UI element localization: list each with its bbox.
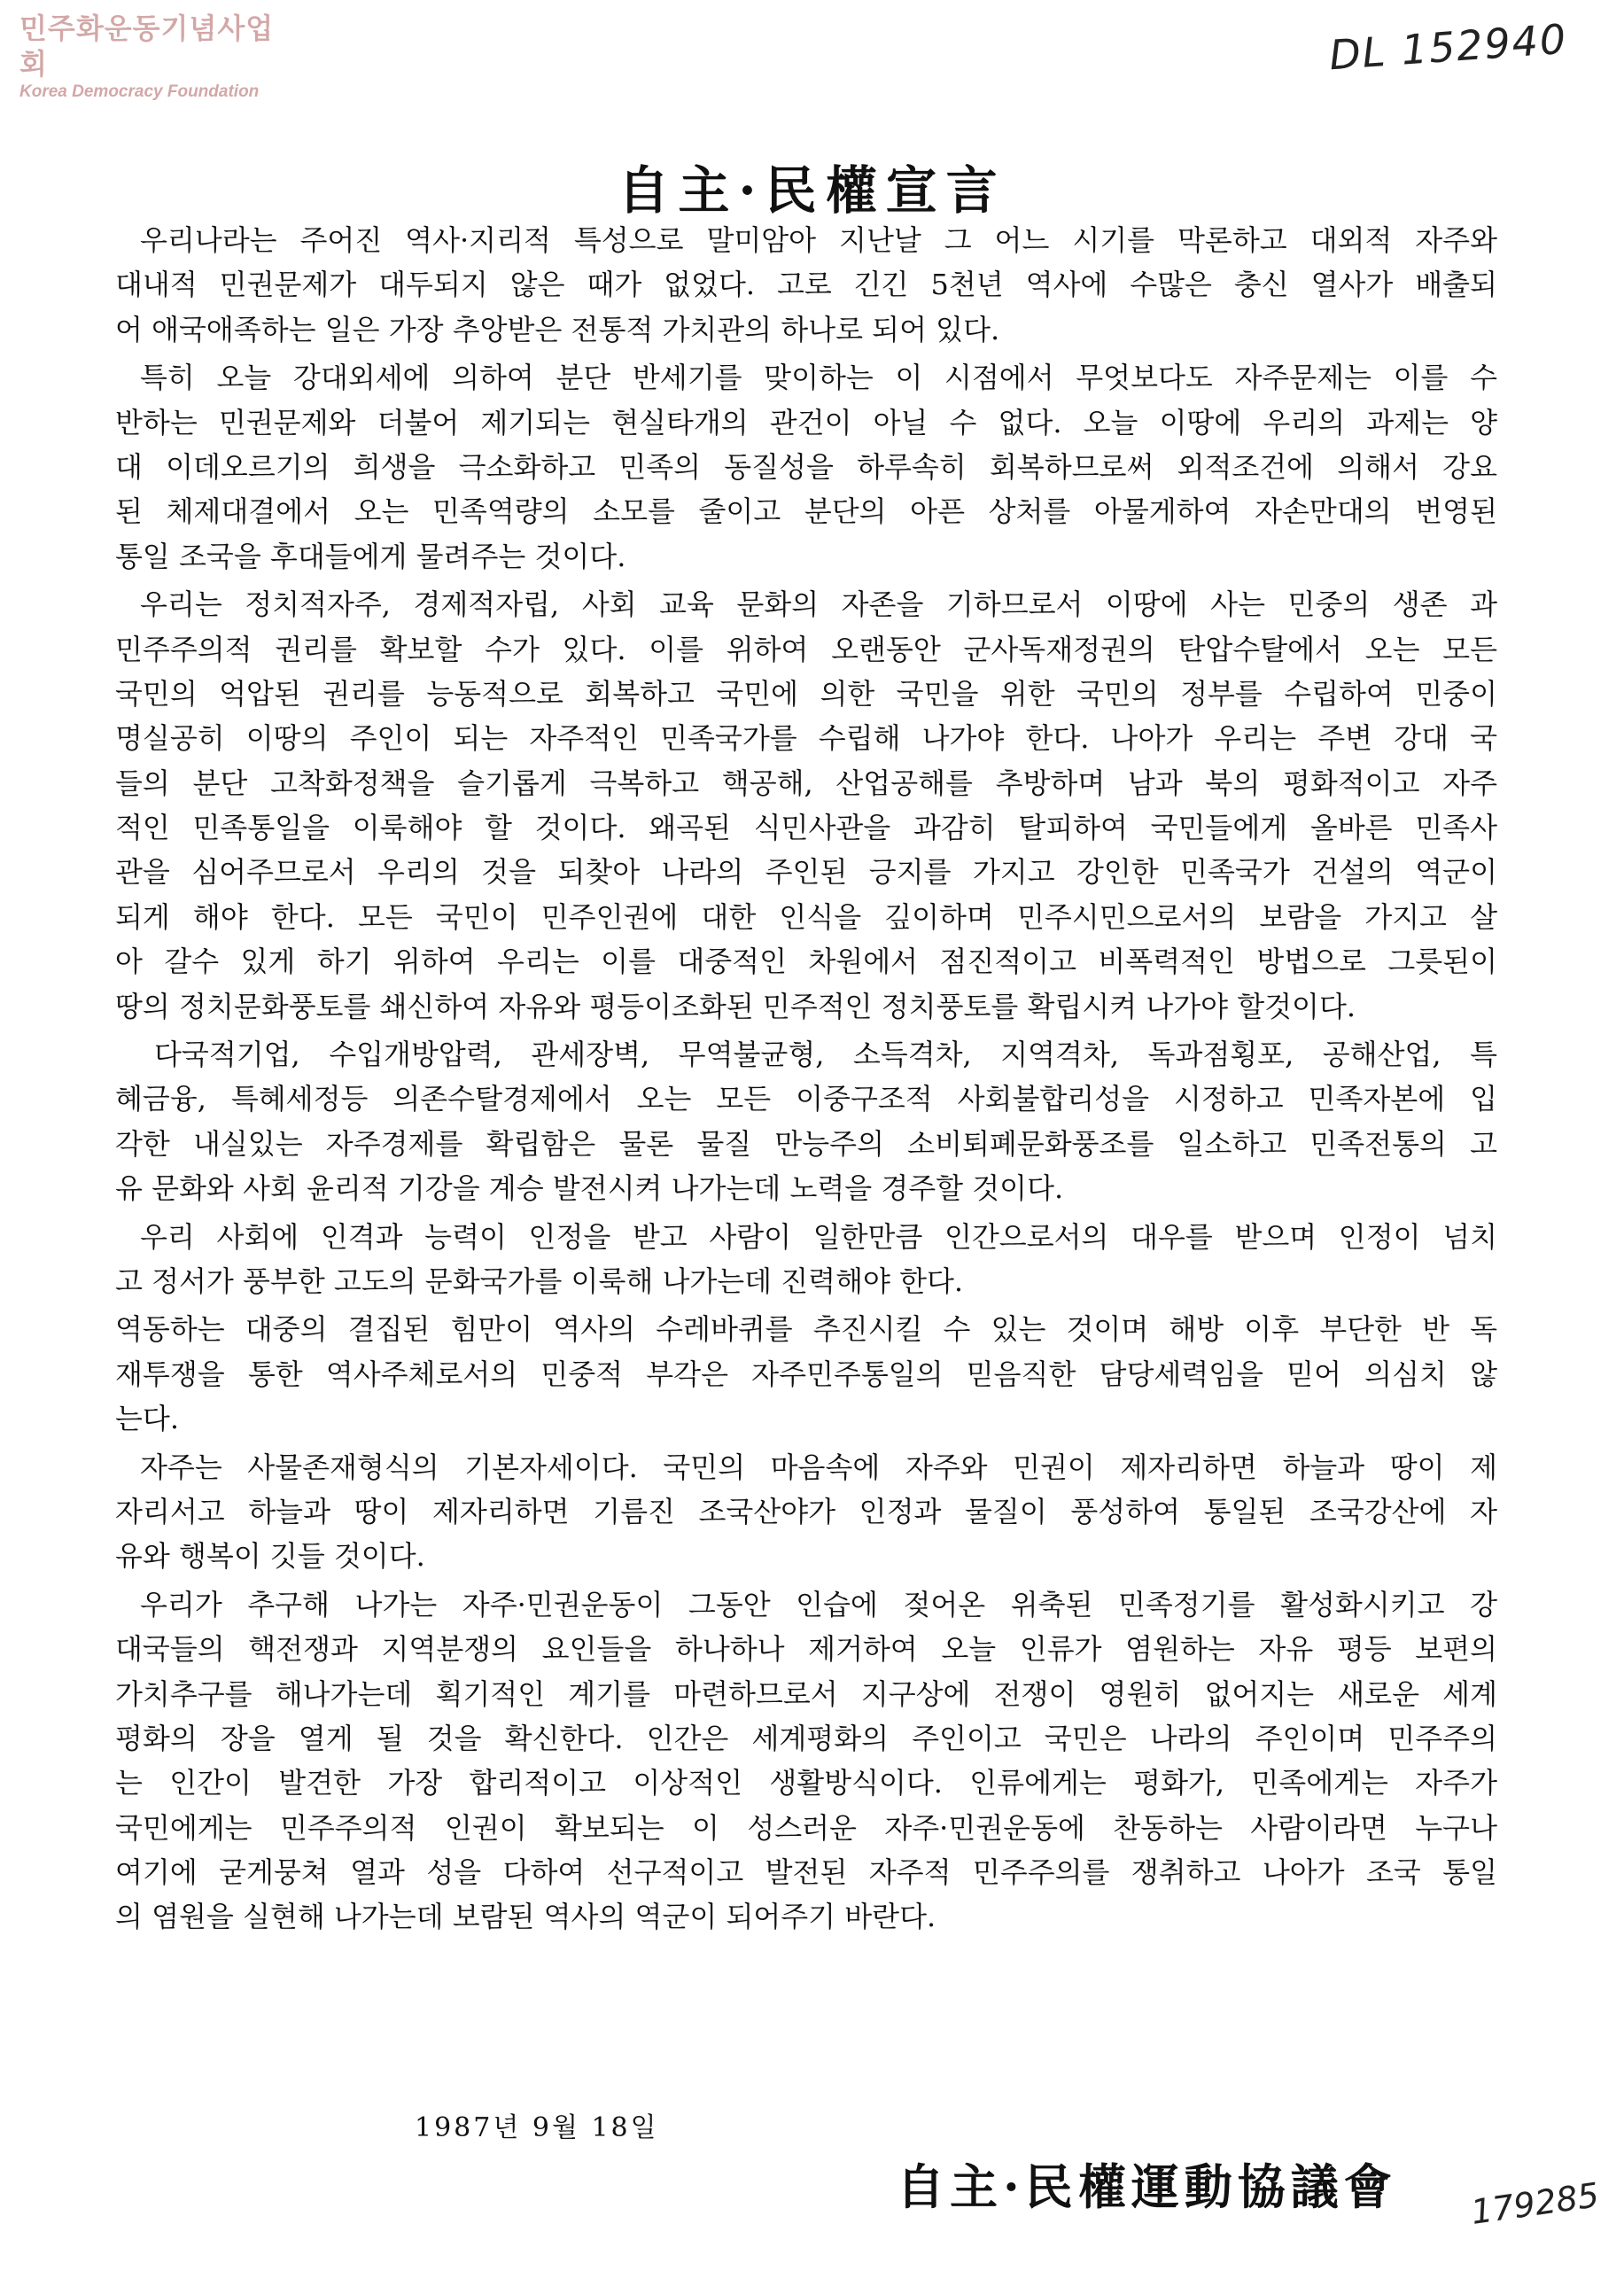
- handwritten-note-top: DL 152940: [1327, 14, 1569, 80]
- text-line: 가치추구를 해나가는데 획기적인 계기를 마련하므로서 지구상에 전쟁이 영원히 없어지는 새로운 세계: [115, 1676, 1497, 1711]
- text-line: 국민에게는 민주주의적 인권이 확보되는 이 성스러운 자주·민권운동에 찬동하는 사람이라면 누구나: [115, 1810, 1497, 1845]
- text-line: 혜금융, 특혜세정등 의존수탈경제에서 오는 모든 이중구조적 사회불합리성을 시정하고 민족자본에 입: [115, 1082, 1497, 1116]
- text-line: 반하는 민권문제와 더불어 제기되는 현실타개의 관건이 아닐 수 없다. 오늘 이땅에 우리의 과제는 양: [115, 405, 1497, 439]
- text-line: 대내적 민권문제가 대두되지 않은 때가 없었다. 고로 긴긴 5천년 역사에 수많은 충신 열사가 배출되: [115, 268, 1497, 302]
- text-line: 다국적기업, 수입개방압력, 관세장벽, 무역불균형, 소득격차, 지역격차, 독과점횡포, 공해산업, 특: [154, 1038, 1497, 1072]
- text-line: 여기에 굳게뭉쳐 열과 성을 다하여 선구적이고 발전된 자주적 민주주의를 쟁취하고 나아가 조국 통일: [115, 1855, 1497, 1890]
- text-line: 유 문화와 사회 윤리적 기강을 계승 발전시켜 나가는데 노력을 경주할 것이다.: [115, 1171, 1064, 1206]
- text-line: 통일 조국을 후대들에게 물려주는 것이다.: [115, 539, 626, 573]
- text-line: 자리서고 하늘과 땅이 제자리하면 기름진 조국산야가 인정과 물질이 풍성하여 통일된 조국강산에 자: [115, 1494, 1497, 1528]
- signature-organization: 自主·民權運動協議會: [897, 2158, 1397, 2215]
- text-line: 명실공히 이땅의 주인이 되는 자주적인 민족국가를 수립해 나가야 한다. 나아가 우리는 주변 강대 국: [115, 721, 1497, 756]
- logo-korean-text: 민주화운동기념사업회: [19, 12, 275, 81]
- text-line: 우리는 정치적자주, 경제적자립, 사회 교육 문화의 자존을 기하므로서 이땅에 사는 민중의 생존 과: [140, 587, 1497, 622]
- text-line: 국민의 억압된 권리를 능동적으로 회복하고 국민에 의한 국민을 위한 국민의 정부를 수립하여 민중이: [115, 676, 1497, 711]
- text-line: 는 인간이 발견한 가장 합리적이고 이상적인 생활방식이다. 인류에게는 평화가, 민족에게는 자주가: [115, 1766, 1497, 1800]
- text-line: 적인 민족통일을 이룩해야 할 것이다. 왜곡된 식민사관을 과감히 탈피하여 국민들에게 올바른 민족사: [115, 811, 1497, 845]
- text-line: 고 정서가 풍부한 고도의 문화국가를 이룩해 나가는데 진력해야 한다.: [115, 1264, 964, 1298]
- text-line: 땅의 정치문화풍토를 쇄신하여 자유와 평등이조화된 민주적인 정치풍토를 확립시켜 나가야 할것이다.: [115, 989, 1356, 1023]
- handwritten-note-bottom: 179285: [1468, 2175, 1602, 2232]
- text-line: 되게 해야 한다. 모든 국민이 민주인권에 대한 인식을 깊이하며 민주시민으로서의 보람을 가지고 살: [115, 899, 1497, 934]
- text-line: 자주는 사물존재형식의 기본자세이다. 국민의 마음속에 자주와 민권이 제자리하면 하늘과 땅이 제: [140, 1450, 1497, 1484]
- text-line: 대국들의 핵전쟁과 지역분쟁의 요인들을 하나하나 제거하여 오늘 인류가 염원하는 자유 평등 보편의: [115, 1632, 1497, 1667]
- text-line: 된 체제대결에서 오는 민족역량의 소모를 줄이고 분단의 아픈 상처를 아물게하여 자손만대의 번영된: [115, 494, 1497, 529]
- text-line: 역동하는 대중의 결집된 힘만이 역사의 수레바퀴를 추진시킬 수 있는 것이며 해방 이후 부단한 반 독: [115, 1312, 1497, 1347]
- declaration-body: [115, 218, 1497, 1940]
- text-line: 관을 심어주므로서 우리의 것을 되찾아 나라의 주인된 긍지를 가지고 강인한 민족국가 건설의 역군이: [115, 855, 1497, 890]
- korea-democracy-foundation-logo: [19, 11, 276, 101]
- text-line: 유와 행복이 깃들 것이다.: [115, 1539, 425, 1574]
- text-line: 우리가 추구해 나가는 자주·민권운동이 그동안 인습에 젖어온 위축된 민족정기를 활성화시키고 강: [140, 1587, 1497, 1621]
- text-line: 각한 내실있는 자주경제를 확립함은 물론 물질 만능주의 소비퇴폐문화풍조를 일소하고 민족전통의 고: [115, 1126, 1497, 1161]
- text-line: 우리나라는 주어진 역사·지리적 특성으로 말미암아 지난날 그 어느 시기를 막론하고 대외적 자주와: [140, 223, 1497, 257]
- text-line: 는다.: [115, 1402, 179, 1436]
- text-line: 민주주의적 권리를 확보할 수가 있다. 이를 위하여 오랜동안 군사독재정권의 탄압수탈에서 오는 모든: [115, 632, 1497, 666]
- text-line: 아 갈수 있게 하기 위하여 우리는 이를 대중적인 차원에서 점진적이고 비폭력적인 방법으로 그릇된이: [115, 945, 1497, 979]
- text-line: 의 염원을 실현해 나가는데 보람된 역사의 역군이 되어주기 바란다.: [115, 1900, 936, 1934]
- text-line: 재투쟁을 통한 역사주체로서의 민중적 부각은 자주민주통일의 믿음직한 담당세력임을 믿어 의심치 않: [115, 1357, 1497, 1391]
- text-line: 어 애국애족하는 일은 가장 추앙받은 전통적 가치관의 하나로 되어 있다.: [115, 312, 1000, 346]
- logo-english-text: Korea Democracy Foundation: [19, 82, 260, 101]
- text-line: 특히 오늘 강대외세에 의하여 분단 반세기를 맞이하는 이 시점에서 무엇보다도 자주문제는 이를 수: [140, 361, 1497, 395]
- text-line: 대 이데오르기의 희생을 극소화하고 민족의 동질성을 하루속히 회복하므로써 외적조건에 의해서 강요: [115, 449, 1497, 484]
- text-line: 들의 분단 고착화정책을 슬기롭게 극복하고 핵공해, 산업공해를 추방하며 남과 북의 평화적이고 자주: [115, 766, 1497, 800]
- document-title: 自主·民權宣言: [618, 160, 1006, 221]
- document-date: 1987년 9월 18일: [415, 2112, 659, 2143]
- text-line: 우리 사회에 인격과 능력이 인정을 받고 사람이 일한만큼 인간으로서의 대우를 받으며 인정이 넘치: [140, 1219, 1497, 1254]
- text-line: 평화의 장을 열게 될 것을 확신한다. 인간은 세계평화의 주인이고 국민은 나라의 주인이며 민주주의: [115, 1721, 1497, 1755]
